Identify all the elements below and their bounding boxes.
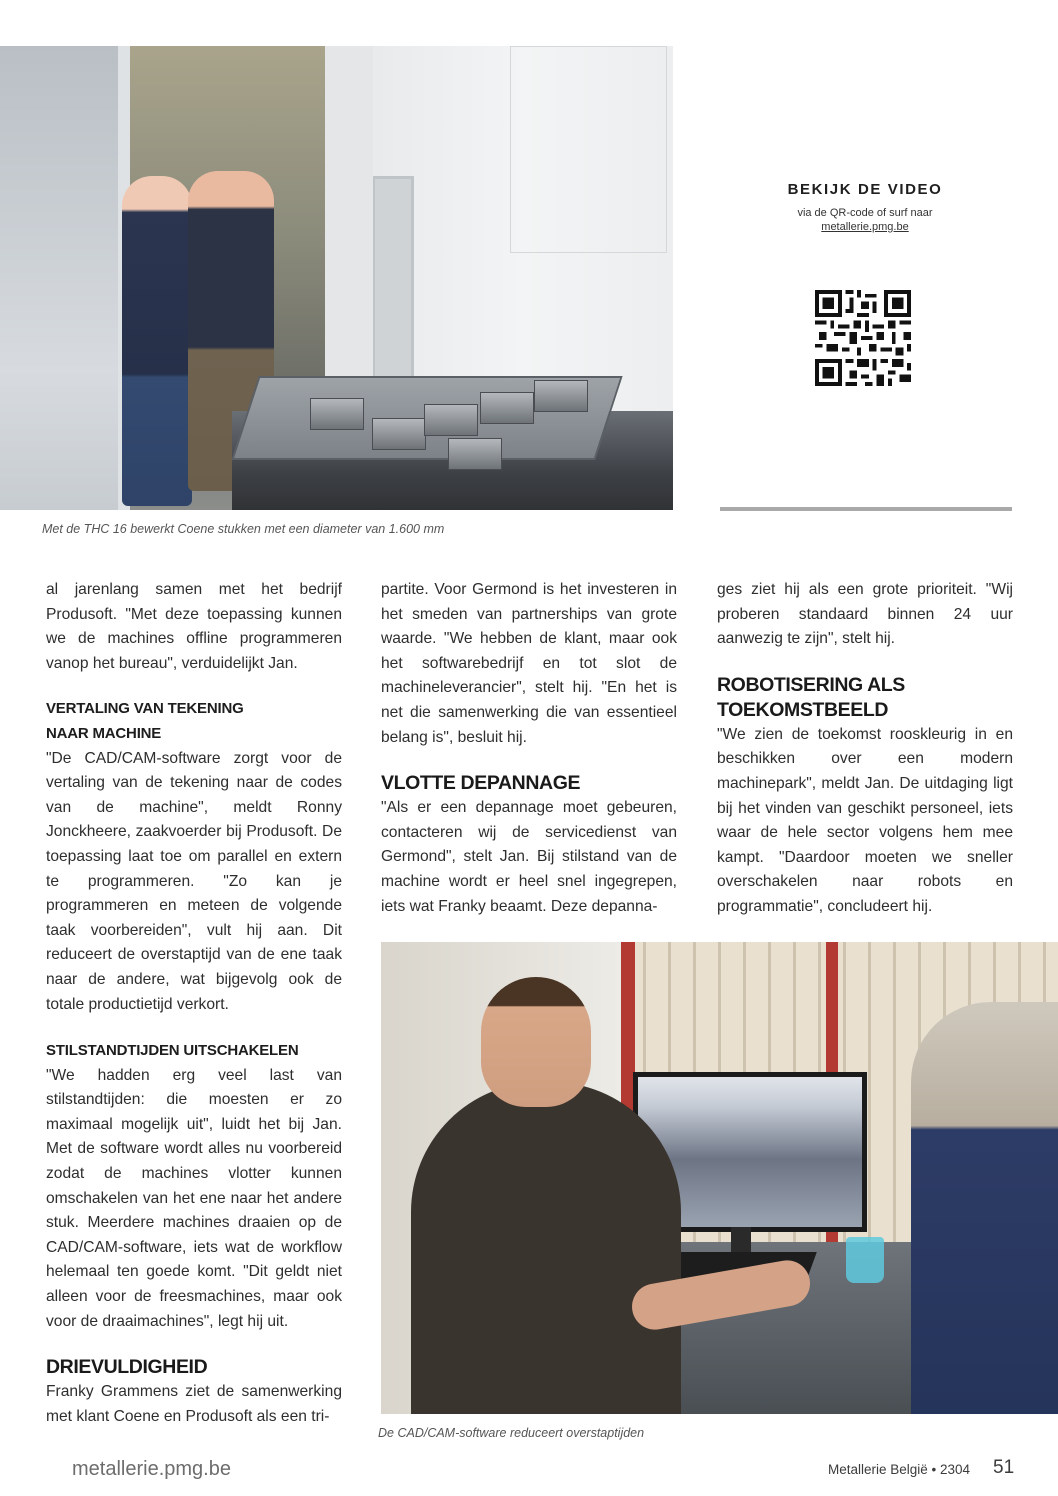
sidebar-divider xyxy=(720,507,1012,511)
qr-code-icon[interactable] xyxy=(815,290,911,386)
paragraph: "De CAD/CAM-software zorgt voor de vertaling van de tekening naar de codes van de machine", meldt Ronny Jonckheere, zaakvoerder bij Produsoft. De toepassing laat toe om parallel en extern te programmeren. "Zo kan je programmeren en meteen de volgende taak voorbereiden", vult hij aan. Dit reduceert de overstaptijd van de ene taak naar de andere, wat bijgevolg ook de totale productietijd verkort. xyxy=(46,749,342,1013)
photo-cadcam-workstation xyxy=(381,942,1058,1414)
heading-line: TOEKOMSTBEELD xyxy=(717,698,889,721)
subheading-vertaling xyxy=(46,697,342,746)
footer-website-link[interactable]: metallerie.pmg.be xyxy=(72,1458,231,1480)
video-link[interactable]: metallerie.pmg.be xyxy=(821,221,909,233)
paragraph: "We hadden erg veel last van stilstandtijden: die moesten er zo maximaal mogelijk uit", luidt het bij Jan. Met de software wordt alles nu voorbereid zodat de machines vlotter kunnen omschakelen van het ene naar het andere stuk. Meerdere machines draaien op de CAD/CAM-software, iets wat de workflow helemaal ten goede komt. "Dit geldt niet alleen voor de freesmachines, maar ook voor de draaimachines", legt hij uit. xyxy=(46,1066,342,1330)
video-subtitle: via de QR-code of surf naar xyxy=(797,207,933,219)
heading-robotisering xyxy=(717,673,1013,723)
paragraph: "Als er een depannage moet gebeuren, contacteren wij de servicedienst van Germond", stelt Jan. Bij stilstand van de machine wordt er heel snel ingegrepen, iets wat Franky beaamt. Deze depanna- xyxy=(381,799,677,915)
heading-line: ROBOTISERING ALS xyxy=(717,673,905,696)
page-number: 51 xyxy=(993,1457,1015,1478)
article-column-3 xyxy=(717,578,1013,920)
subheading-line: NAAR MACHINE xyxy=(46,724,162,742)
heading-drievuldigheid: DRIEVULDIGHEID xyxy=(46,1356,208,1379)
footer-magazine-issue: Metallerie België • 2304 xyxy=(828,1462,971,1477)
subheading-line: VERTALING VAN TEKENING xyxy=(46,700,244,718)
paragraph: partite. Voor Germond is het investeren in het smeden van partnerships van grote waarde. "We hebben de klant, maar ook het softwarebedrijf en tot slot de machineleverancier", stelt hij. "En het is net die samenwerking die van essentieel belang is", besluit hij. xyxy=(381,581,677,746)
caption-top-photo: Met de THC 16 bewerkt Coene stukken met een diameter van 1.600 mm xyxy=(42,522,445,536)
paragraph: ges ziet hij als een grote prioriteit. "Wij proberen standaard binnen 24 uur aanwezig te zijn", stelt hij. xyxy=(717,581,1013,648)
heading-depannage: VLOTTE DEPANNAGE xyxy=(381,772,581,795)
caption-bottom-photo: De CAD/CAM-software reduceert overstaptijden xyxy=(378,1426,645,1440)
article-column-2 xyxy=(381,578,677,919)
subheading-stilstand: STILSTANDTIJDEN UITSCHAKELEN xyxy=(46,1042,299,1060)
photo-machine-room xyxy=(0,46,673,510)
paragraph: "We zien de toekomst rooskleurig in en beschikken over een modern machinepark", meldt Jan. De uitdaging ligt bij het vinden van geschikt personeel, iets waar de hele sector volgens hem mee kampt. "Daardoor moeten we sneller overschakelen naar robots en programmatie", concludeert hij. xyxy=(717,725,1013,915)
paragraph: al jarenlang samen met het bedrijf Produsoft. "Met deze toepassing kunnen we de machines offline programmeren vanop het bureau", verduidelijkt Jan. xyxy=(46,581,342,672)
article-column-1 xyxy=(46,578,342,1429)
paragraph: Franky Grammens ziet de samenwerking met klant Coene en Produsoft als een tri- xyxy=(46,1383,342,1425)
video-title: BEKIJK DE VIDEO xyxy=(787,181,943,198)
